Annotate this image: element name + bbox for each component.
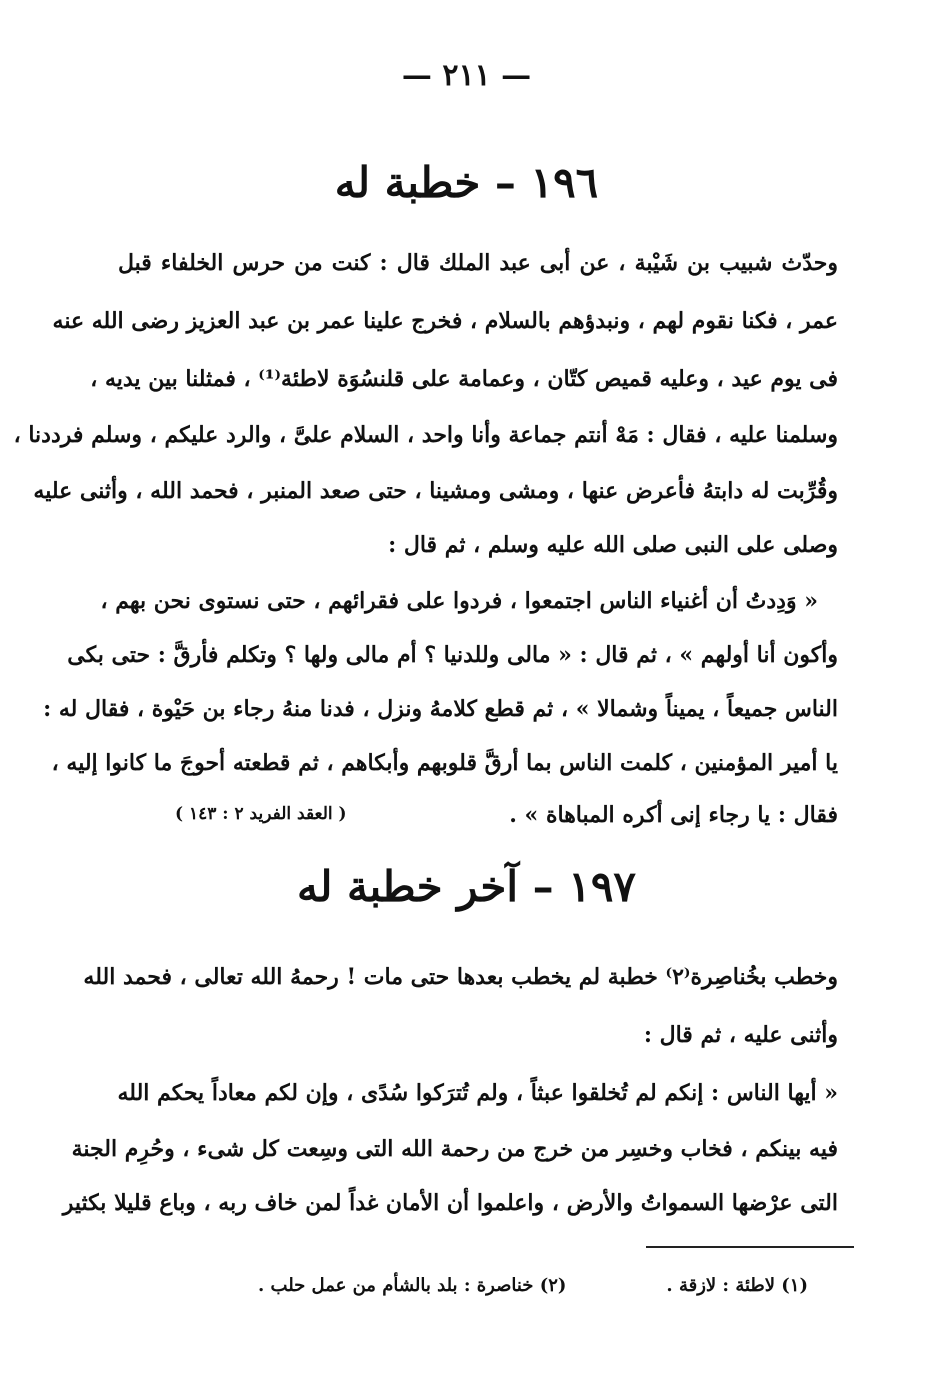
footnote-divider [646,1246,854,1248]
section-title-197: ١٩٧ – آخر خطبة له [297,862,636,911]
paragraph-line: فيه بينكم ، فخاب وخسِر من خرج من رحمة الله التى وسِعت كل شىء ، وحُرِم الجنة [71,1136,838,1162]
paragraph-line: وأكون أنا أولهم » ، ثم قال : « مالى وللدنيا ؟ أم مالى ولها ؟ وتكلم فأرقَّ : حتى بكى [67,642,838,668]
paragraph-line: التى عرْضها السمواتُ والأرض ، واعلموا أن الأمان غداً لمن خاف ربه ، وباع قليلا بكثير [62,1190,838,1216]
paragraph-line: وقُرِّبت له دابتهُ فأعرض عنها ، ومشى ومشينا ، حتى صعد المنبر ، فحمد الله ، وأثنى عليه [33,478,838,504]
footnotes [258,1275,808,1296]
paragraph-line: « أيها الناس : إنكم لم تُخلقوا عبثاً ، ولم تُترَكوا سُدًى ، وإن لكم معاداً يحكم الله [117,1080,838,1106]
paragraph-line: فقال : يا رجاء إنى أكره المباهاة » . [509,802,838,828]
footnote-1: (١) لاطئة : لازقة . [666,1275,808,1296]
paragraph-line: عمر ، فكنا نقوم لهم ، ونبدؤهم بالسلام ، فخرج علينا عمر بن عبد العزيز رضى الله عنه [52,308,838,334]
source-citation: ( العقد الفريد ٢ : ١٤٣ ) [175,804,347,824]
paragraph-line: وصلى على النبى صلى الله عليه وسلم ، ثم قال : [388,532,838,558]
paragraph-line: « وَدِدتُ أن أغنياء الناس اجتمعوا ، فردوا على فقرائهم ، حتى نستوى نحن بهم ، [100,588,818,614]
paragraph-line: فى يوم عيد ، وعليه قميص كتّان ، وعمامة على قلنسُوَة لاطئة⁽¹⁾ ، فمثلنا بين يديه ، [90,366,838,392]
paragraph-line: وحدّث شبيب بن شَيْبة ، عن أبى عبد الملك قال : كنت من حرس الخلفاء قبل [118,250,838,276]
paragraph-line: وسلمنا عليه ، فقال : مَهْ أنتم جماعة وأنا واحد ، السلام علىَّ ، والرد عليكم ، وسلم فرددنا ، [13,422,838,448]
paragraph-line: وأثنى عليه ، ثم قال : [643,1022,838,1048]
paragraph-line: الناس جميعاً ، يميناً وشمالا » ، ثم قطع كلامهُ ونزل ، فدنا منهُ رجاء بن حَيْوة ، فقال له : [43,696,838,722]
footnote-2: (٢) خناصرة : بلد بالشأم من عمل حلب . [258,1275,567,1296]
paragraph-line: يا أمير المؤمنين ، كلمت الناس بما أرقَّ قلوبهم وأبكاهم ، ثم قطعته أحوجَ ما كانوا إليه ، [51,750,838,776]
paragraph-line: وخطب بخُناصِرة⁽٢⁾ خطبة لم يخطب بعدها حتى مات ! رحمهُ الله تعالى ، فحمد الله [83,964,838,990]
page-number: — ٢١١ — [401,58,532,93]
section-title-196: ١٩٦ – خطبة له [334,158,599,207]
